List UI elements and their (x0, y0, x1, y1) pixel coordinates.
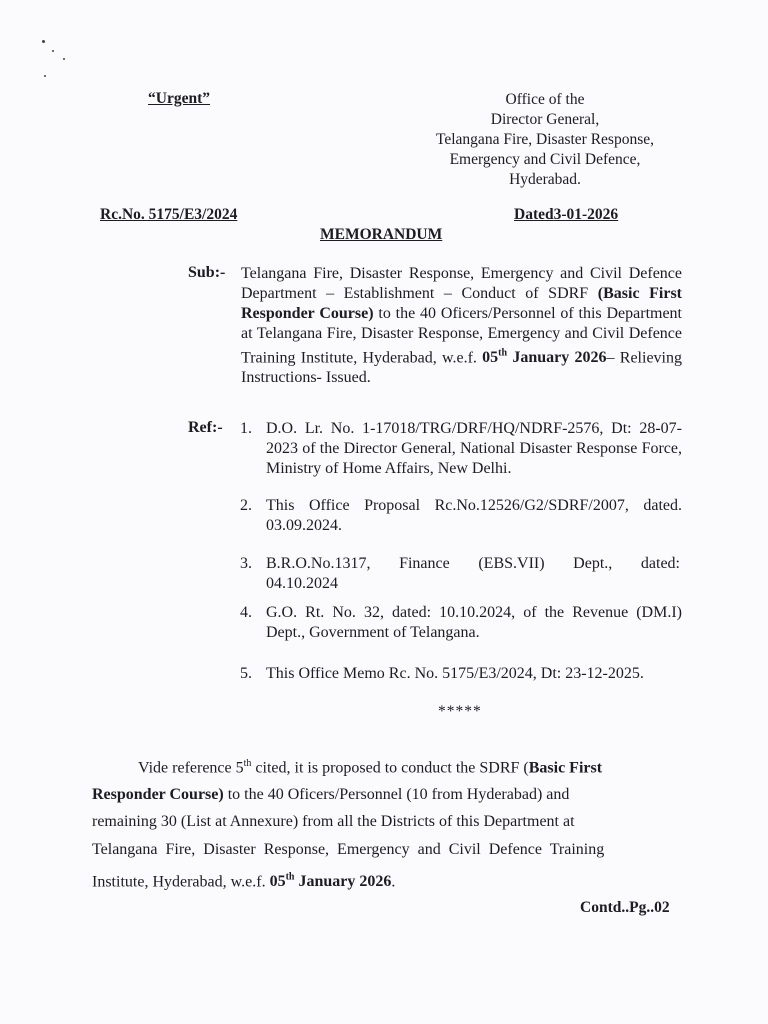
subject-text (241, 264, 682, 388)
office-line: Emergency and Civil Defence, (449, 151, 641, 168)
office-line: Hyderabad. (509, 171, 581, 188)
subject-part: to the 40 Oficers/Personnel of this Department at Telangana Fire, Disaster Response, Emergency and Civil Defence Training Institute, Hyderabad, w.e.f. (241, 305, 683, 367)
reference-text: This Office Memo Rc. No. 5175/E3/2024, Dt: 23-12-2025. (266, 665, 644, 682)
subject-part: – Relieving Instructions- Issued. (241, 349, 682, 387)
body-line: Telangana Fire, Disaster Response, Emergency and Civil Defence Training (92, 841, 605, 858)
subject-date: 05 (482, 349, 499, 367)
body-line (92, 785, 682, 805)
body-line (92, 754, 682, 778)
dated-value: 3-01-2026 (553, 206, 619, 223)
reference-text: B.R.O.No.1317, Finance (EBS.VII) Dept., dated: 04.10.2024 (266, 555, 680, 592)
subject-date: January 2026 (507, 349, 607, 367)
reference-number-item: 5. (240, 665, 252, 682)
memo-title: MEMORANDUM (320, 226, 443, 243)
reference-text: This Office Proposal Rc.No.12526/G2/SDRF/2007, dated. 03.09.2024. (266, 497, 682, 534)
body-text: to the 40 Oficers/Personnel (10 from Hyderabad) and (223, 786, 570, 803)
scan-speck (52, 50, 54, 52)
body-line (92, 868, 682, 892)
dated-label: Dated (514, 206, 554, 223)
references-label: Ref:- (188, 419, 223, 436)
office-address (400, 90, 690, 190)
body-bold: Basic First (528, 759, 603, 777)
subject-course: (Basic First Responder Course) (241, 285, 683, 322)
reference-number: Rc.No. 5175/E3/2024 (100, 206, 238, 223)
body-bold: January 2026 (294, 873, 392, 891)
scan-speck (42, 40, 45, 43)
reference-text: D.O. Lr. No. 1-17018/TRG/DRF/HQ/NDRF-2576, Dt: 28-07-2023 of the Director General, National Disaster Response Force, Ministry of Home Affairs, New Delhi. (266, 420, 682, 477)
body-line: remaining 30 (List at Annexure) from all the Districts of this Department at (92, 813, 575, 830)
body-text: cited, it is proposed to conduct the SDRF ( (251, 759, 529, 777)
urgent-label: “Urgent” (148, 90, 210, 107)
scan-speck (44, 75, 46, 77)
reference-number-item: 4. (240, 604, 252, 621)
body-sup: th (285, 872, 295, 883)
reference-number-item: 3. (240, 555, 252, 572)
reference-text: G.O. Rt. No. 32, dated: 10.10.2024, of the Revenue (DM.I) Dept., Government of Telangana. (266, 604, 682, 641)
body-sup: th (243, 758, 252, 769)
body-bold: 05 (269, 873, 286, 891)
body-text: Institute, Hyderabad, w.e.f. (92, 873, 270, 891)
office-line: Telangana Fire, Disaster Response, (435, 131, 654, 148)
subject-label: Sub:- (188, 264, 226, 281)
office-line: Director General, (490, 111, 600, 128)
body-text: Vide reference 5 (138, 759, 244, 777)
reference-number-item: 1. (240, 420, 252, 437)
scan-speck (63, 58, 65, 60)
body-text: . (391, 873, 396, 891)
separator-stars: ***** (438, 703, 482, 720)
subject-part: Telangana Fire, Disaster Response, Emergency and Civil Defence Department – Establishment – Conduct of SDRF (241, 265, 682, 302)
body-bold: Responder Course) (92, 786, 224, 803)
continued-note: Contd..Pg..02 (580, 899, 670, 916)
office-line: Office of the (505, 91, 585, 108)
dated-field (514, 206, 618, 224)
reference-number-item: 2. (240, 497, 252, 514)
subject-date-sup: th (498, 348, 508, 359)
